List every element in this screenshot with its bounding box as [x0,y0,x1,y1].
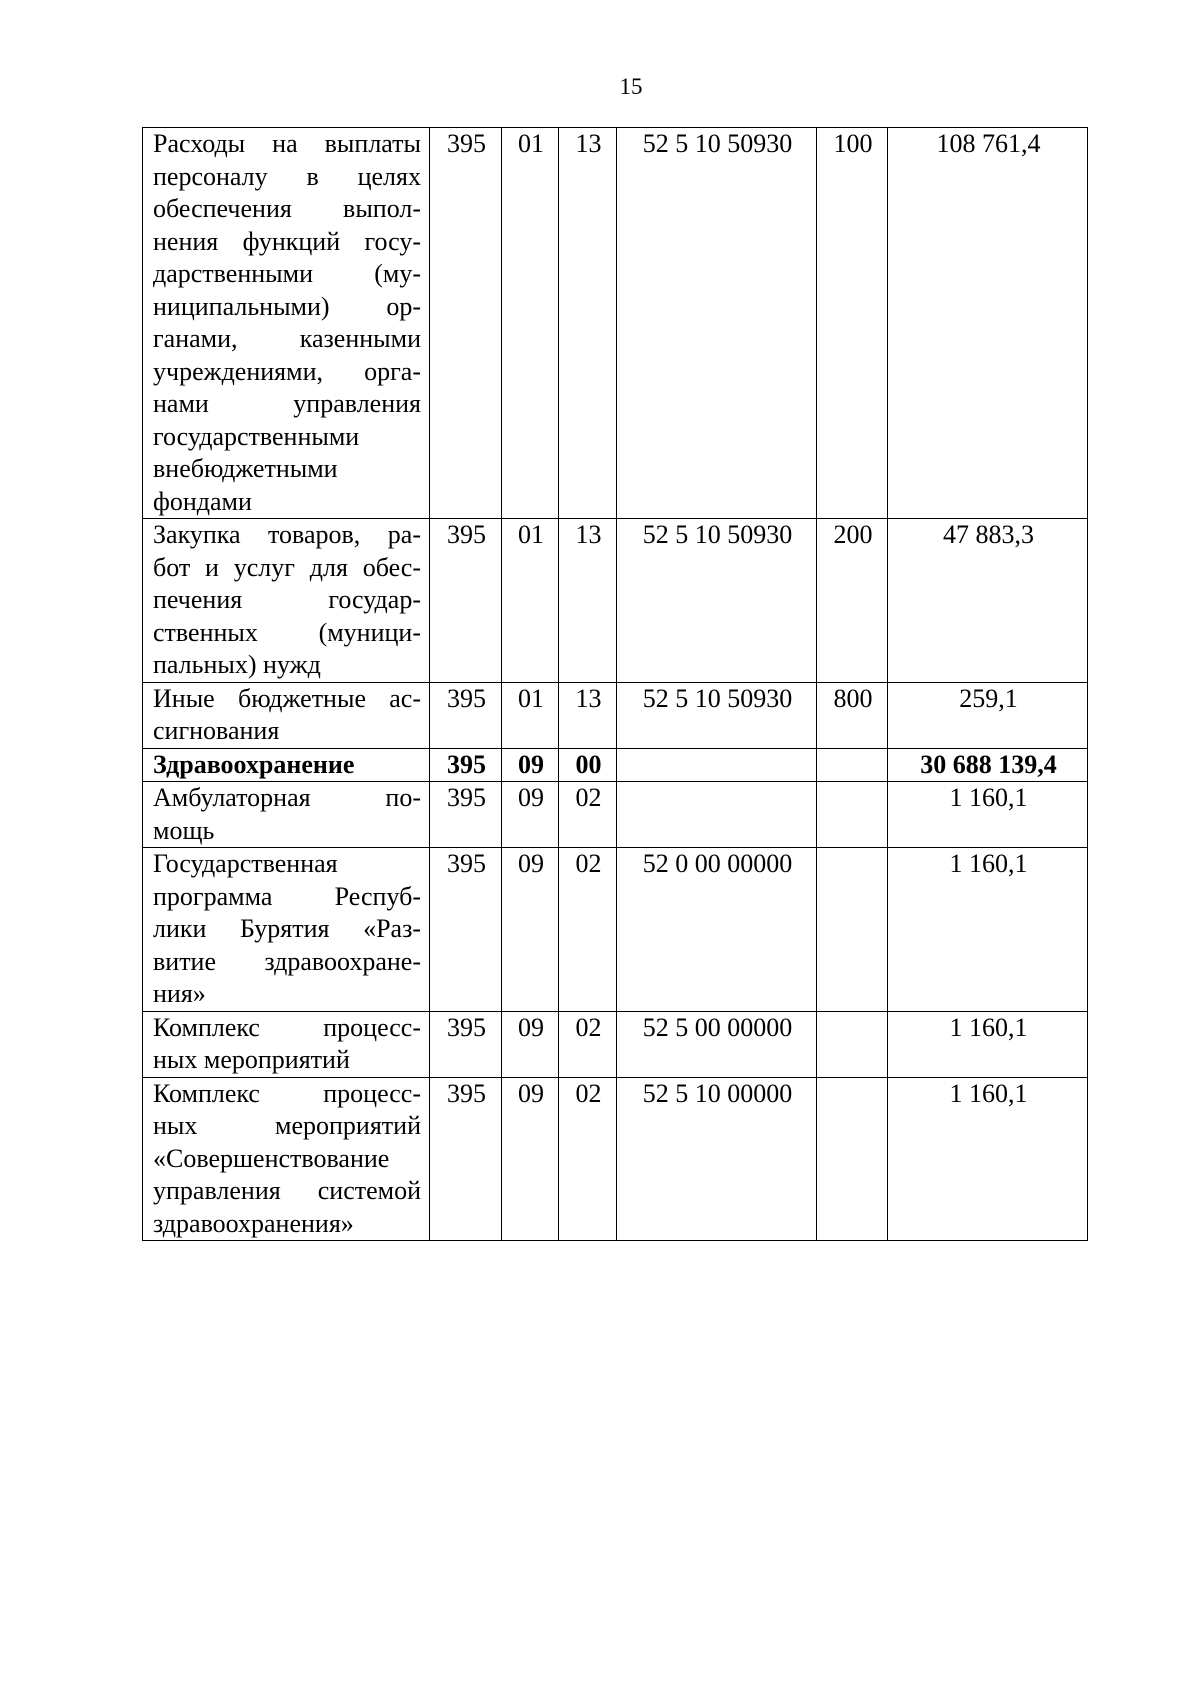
table-row [143,848,1088,1012]
item-name-line: «Совершенствование [153,1143,390,1173]
target-article-cell: 52 5 10 50930 [617,682,817,748]
section-cell: 01 [502,682,559,748]
item-name-line: дарственными (му- [153,259,421,288]
amount-cell: 1 160,1 [888,782,1088,848]
expense-type-cell [817,848,888,1012]
item-name-line: бот и услуг для обес- [153,552,421,582]
item-name-line: Расходы на выплаты [153,129,421,158]
section-cell: 09 [502,1077,559,1241]
grbs-cell: 395 [430,848,502,1012]
amount-cell: 259,1 [888,682,1088,748]
amount-cell: 1 160,1 [888,1011,1088,1077]
grbs-cell: 395 [430,682,502,748]
item-name-line: пальных) нужд [153,650,321,679]
expense-type-cell: 100 [817,128,888,519]
item-name-line: обеспечения выпол- [153,194,421,223]
subsection-cell: 02 [559,1011,617,1077]
table-row [143,782,1088,848]
item-name-cell [143,1077,430,1241]
budget-table-body [143,128,1088,1241]
table-row [143,1011,1088,1077]
subsection-cell: 02 [559,1077,617,1241]
table-row [143,519,1088,683]
item-name-line: Комплекс процесс- [153,1012,421,1042]
subsection-cell: 13 [559,682,617,748]
subsection-cell: 00 [559,748,617,782]
item-name-line: мощь [153,815,215,845]
item-name-cell [143,128,430,519]
grbs-cell: 395 [430,519,502,683]
grbs-cell: 395 [430,748,502,782]
budget-table [142,127,1088,1241]
item-name-line: нами управления [153,389,421,418]
item-name-line: Комплекс процесс- [153,1078,421,1108]
item-name-line: ганами, казенными [153,324,421,353]
amount-cell: 108 761,4 [888,128,1088,519]
item-name-cell [143,682,430,748]
section-cell: 01 [502,519,559,683]
expense-type-cell [817,1011,888,1077]
item-name-line: Амбулаторная по- [153,783,421,812]
item-name-line: ных мероприятий [153,1111,421,1140]
subsection-cell: 13 [559,519,617,683]
subsection-cell: 02 [559,848,617,1012]
amount-cell: 1 160,1 [888,1077,1088,1241]
item-name-line: ния» [153,979,206,1008]
item-name-line: Здравоохранение [153,749,355,779]
item-name-line: управления системой [153,1176,421,1205]
item-name-cell [143,782,430,848]
target-article-cell: 52 0 00 00000 [617,848,817,1012]
item-name-line: ственных (муници- [153,617,421,647]
item-name-line: Иные бюджетные ас- [153,683,421,713]
item-name-line: ных мероприятий [153,1045,350,1074]
item-name-line: Закупка товаров, ра- [153,520,421,549]
item-name-line: сигнования [153,716,280,745]
target-article-cell: 52 5 10 50930 [617,519,817,683]
item-name-cell [143,519,430,683]
grbs-cell: 395 [430,1011,502,1077]
amount-cell: 30 688 139,4 [888,748,1088,782]
target-article-cell [617,748,817,782]
table-row [143,682,1088,748]
item-name-line: здравоохранения» [153,1208,354,1238]
expense-type-cell: 800 [817,682,888,748]
table-row [143,748,1088,782]
grbs-cell: 395 [430,1077,502,1241]
subsection-cell: 13 [559,128,617,519]
amount-cell: 47 883,3 [888,519,1088,683]
target-article-cell: 52 5 00 00000 [617,1011,817,1077]
item-name-line: ниципальными) ор- [153,291,421,321]
item-name-cell [143,1011,430,1077]
item-name-line: программа Респуб- [153,881,421,911]
item-name-line: внебюджетными [153,454,338,483]
item-name-line: печения государ- [153,585,421,614]
target-article-cell: 52 5 10 50930 [617,128,817,519]
expense-type-cell [817,1077,888,1241]
section-cell: 09 [502,1011,559,1077]
item-name-line: учреждениями, орга- [153,356,421,386]
target-article-cell: 52 5 10 00000 [617,1077,817,1241]
item-name-line: государственными [153,421,360,451]
amount-cell: 1 160,1 [888,848,1088,1012]
target-article-cell [617,782,817,848]
expense-type-cell [817,782,888,848]
section-cell: 09 [502,748,559,782]
section-cell: 09 [502,782,559,848]
item-name-cell [143,848,430,1012]
grbs-cell: 395 [430,782,502,848]
item-name-line: персоналу в целях [153,161,421,191]
item-name-line: Государственная [153,849,338,878]
subsection-cell: 02 [559,782,617,848]
item-name-line: лики Бурятия «Раз- [153,914,421,943]
expense-type-cell [817,748,888,782]
item-name-line: витие здравоохране- [153,946,421,976]
expense-type-cell: 200 [817,519,888,683]
item-name-line: нения функций госу- [153,226,421,256]
table-row [143,128,1088,519]
item-name-line: фондами [153,486,252,516]
table-row [143,1077,1088,1241]
page-number: 15 [619,74,643,99]
item-name-cell [143,748,430,782]
section-cell: 01 [502,128,559,519]
grbs-cell: 395 [430,128,502,519]
section-cell: 09 [502,848,559,1012]
